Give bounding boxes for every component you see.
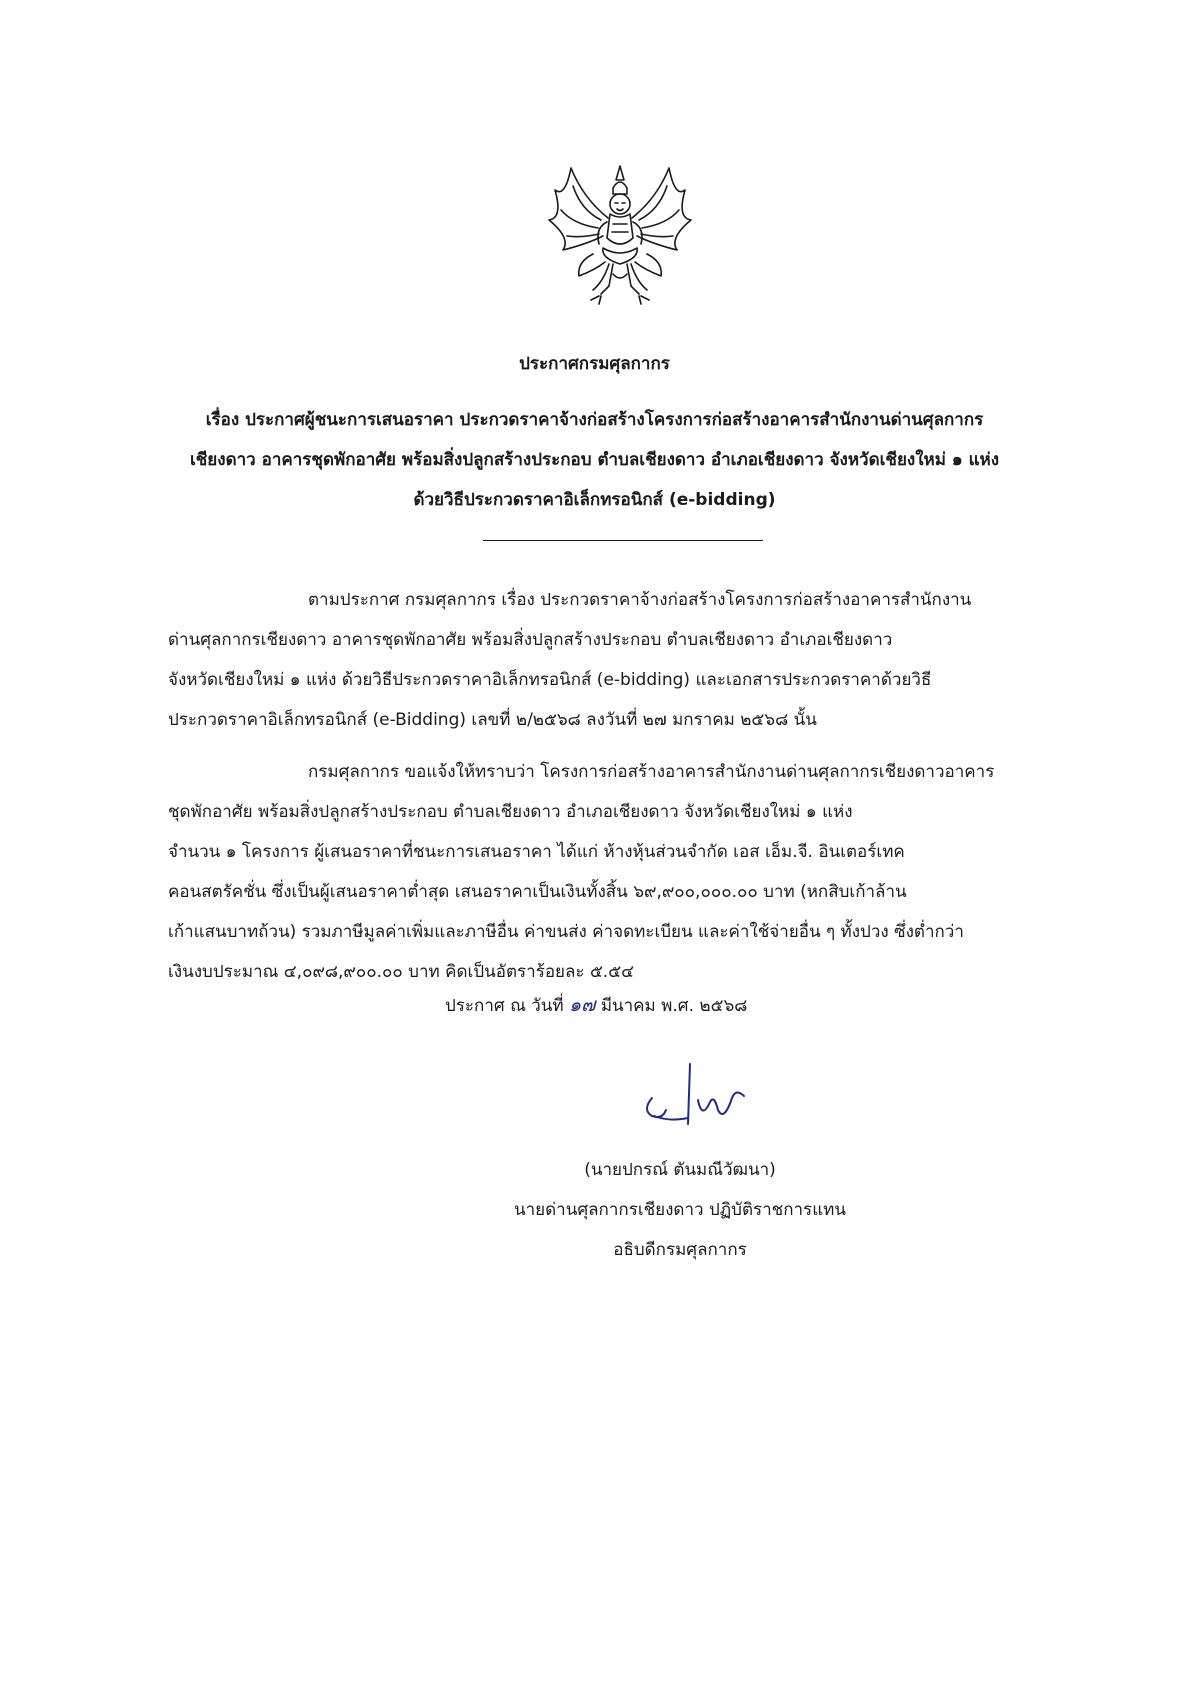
paragraph-line: จังหวัดเชียงใหม่ ๑ แห่ง ด้วยวิธีประกวดราคาอิเล็กทรอนิกส์ (e-bidding) และเอกสารประกวดราคาด้วยวิธี <box>168 670 932 690</box>
paragraph-line: คอนสตรัคชั่น ซึ่งเป็นผู้เสนอราคาต่ำสุด เสนอราคาเป็นเงินทั้งสิ้น ๖๙,๙๐๐,๐๐๐.๐๐ บาท (หกสิบเก้าล้าน <box>168 882 907 902</box>
paragraph-line: เงินงบประมาณ ๔,๐๙๘,๙๐๐.๐๐ บาท คิดเป็นอัตราร้อยละ ๕.๕๔ <box>168 962 634 982</box>
handwritten-signature-icon <box>640 1060 750 1135</box>
divider <box>483 540 763 541</box>
subject-line: เรื่อง ประกาศผู้ชนะการเสนอราคา ประกวดราคาจ้างก่อสร้างโครงการก่อสร้างอาคารสำนักงานด่านศุลกากร <box>205 410 984 430</box>
paragraph-line: กรมศุลกากร ขอแจ้งให้ทราบว่า โครงการก่อสร้างอาคารสำนักงานด่านศุลกากรเชียงดาวอาคาร <box>308 762 995 782</box>
signer-position: นายด่านศุลกากรเชียงดาว ปฏิบัติราชการแทน <box>514 1200 846 1220</box>
paragraph-line: เก้าแสนบาทถ้วน) รวมภาษีมูลค่าเพิ่มและภาษีอื่น ค่าขนส่ง ค่าจดทะเบียน และค่าใช้จ่ายอื่น ๆ ทั้งปวง ซึ่งต่ำกว่า <box>168 922 964 942</box>
garuda-emblem-icon <box>543 158 698 308</box>
paragraph-line: จำนวน ๑ โครงการ ผู้เสนอราคาที่ชนะการเสนอราคา ได้แก่ ห้างหุ้นส่วนจำกัด เอส เอ็ม.จี. อินเตอร์เทค <box>168 842 905 862</box>
signer-name: (นายปกรณ์ ตันมณีวัฒนา) <box>584 1160 776 1180</box>
signature-block <box>440 1150 920 1270</box>
paragraph-line: ชุดพักอาศัย พร้อมสิ่งปลูกสร้างประกอบ ตำบลเชียงดาว อำเภอเชียงดาว จังหวัดเชียงใหม่ ๑ แห่ง <box>168 802 853 822</box>
date-suffix: มีนาคม พ.ศ. ๒๕๖๘ <box>600 996 748 1016</box>
subject-line: ด้วยวิธีประกวดราคาอิเล็กทรอนิกส์ (e-bidding) <box>413 490 776 510</box>
paragraph-reference <box>168 580 1083 740</box>
paragraph-award <box>168 752 1083 992</box>
subject-block <box>0 400 1189 520</box>
paragraph-line: ประกวดราคาอิเล็กทรอนิกส์ (e-Bidding) เลขที่ ๒/๒๕๖๘ ลงวันที่ ๒๗ มกราคม ๒๕๖๘ นั้น <box>168 710 817 730</box>
date-prefix: ประกาศ ณ วันที่ <box>445 996 564 1016</box>
page-title: ประกาศกรมศุลกากร <box>519 354 670 374</box>
date-day-handwritten: ๑๗ <box>569 994 596 1016</box>
paragraph-line: ตามประกาศ กรมศุลกากร เรื่อง ประกวดราคาจ้างก่อสร้างโครงการก่อสร้างอาคารสำนักงาน <box>308 590 972 610</box>
paragraph-line: ด่านศุลกากรเชียงดาว อาคารชุดพักอาศัย พร้อมสิ่งปลูกสร้างประกอบ ตำบลเชียงดาว อำเภอเชียงดาว <box>168 630 893 650</box>
announcement-date <box>445 990 747 1020</box>
subject-line: เชียงดาว อาคารชุดพักอาศัย พร้อมสิ่งปลูกสร้างประกอบ ตำบลเชียงดาว อำเภอเชียงดาว จังหวัดเชียงใหม่ ๑ แห่ง <box>189 450 1000 470</box>
signer-office: อธิบดีกรมศุลกากร <box>613 1240 747 1260</box>
